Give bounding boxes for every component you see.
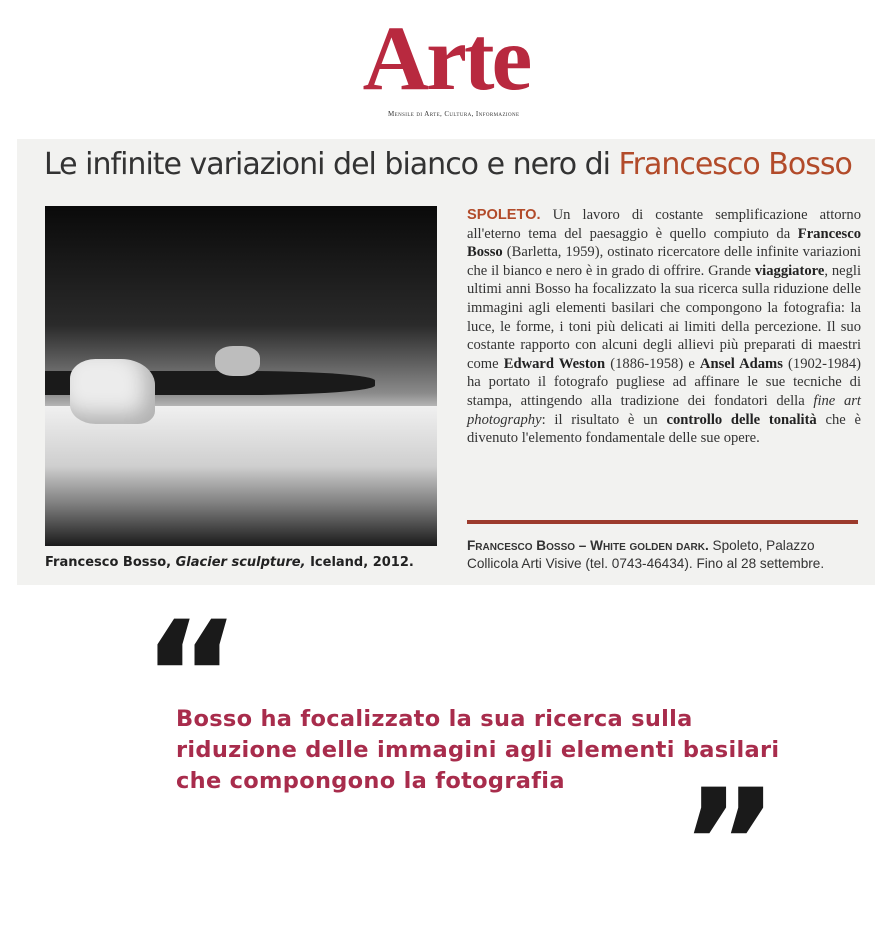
article-text: , negli ultimi anni Bosso ha focalizzato la sua ricerca sulla riduzione delle immagini agli elementi basilari che compongono la fotografia: la luce, le forme, i toni più delicati ai limiti della percezione. Il suo costante rapporto con alcuni degli allievi più preparati di maestri come — [467, 262, 861, 372]
masthead — [0, 7, 892, 109]
article-text: (1886-1958) e — [605, 355, 700, 372]
article-body — [467, 206, 861, 448]
photo-caption — [45, 555, 414, 570]
newspaper-clipping — [17, 139, 875, 585]
caption-author: Francesco Bosso, — [45, 555, 172, 570]
article-italic: fine art photography — [467, 392, 861, 428]
exhibition-title: Francesco Bosso – White golden dark. — [467, 538, 709, 553]
article-text: (1902-1984) ha portato il fotografo pugliese ad affinare le sue tecniche di stampa, attingendo alla tradizione dei fondatori della — [467, 355, 861, 409]
article-photo — [45, 206, 437, 546]
article-bold-name: Francesco Bosso — [467, 225, 861, 261]
headline-artist-name: Francesco Bosso — [618, 147, 852, 182]
headline-text: Le infinite variazioni del bianco e nero di — [44, 147, 610, 182]
article-bold-name: Edward Weston — [503, 355, 606, 372]
exhibition-info — [467, 537, 861, 573]
caption-place-year: Iceland, 2012. — [310, 555, 414, 570]
article-bold-name: Ansel Adams — [699, 355, 783, 372]
open-quote-icon: “ — [142, 590, 241, 764]
article-text: : il risultato è un — [541, 411, 667, 428]
article-text: (Barletta, 1959), ostinato ricercatore delle infinite variazioni che il bianco e nero è in grado di offrire. Grande — [467, 244, 861, 279]
article-text: Un lavoro di costante semplificazione attorno all'eterno tema del paesaggio è quello compiuto da — [467, 207, 861, 242]
article-bold: controllo delle tonalità — [666, 411, 817, 428]
arte-logo: Arte — [362, 7, 530, 109]
divider — [467, 520, 858, 524]
article-headline — [44, 147, 864, 182]
article-bold: viaggiatore — [754, 262, 825, 279]
article-place: SPOLETO. — [467, 207, 541, 223]
masthead-tagline: Mensile di Arte, Cultura, Informazione — [388, 110, 520, 118]
close-quote-icon: ” — [680, 758, 779, 932]
caption-title: Glacier sculpture, — [175, 555, 306, 570]
article-text: che è divenuto l'elemento fondamentale delle sue opere. — [467, 411, 861, 447]
exhibition-details: Spoleto, Palazzo Collicola Arti Visive (tel. 0743-46434). Fino al 28 settembre. — [467, 538, 825, 571]
pull-quote: Bosso ha focalizzato la sua ricerca sulla riduzione delle immagini agli elementi basilari che compongono la fotografia — [176, 706, 780, 794]
